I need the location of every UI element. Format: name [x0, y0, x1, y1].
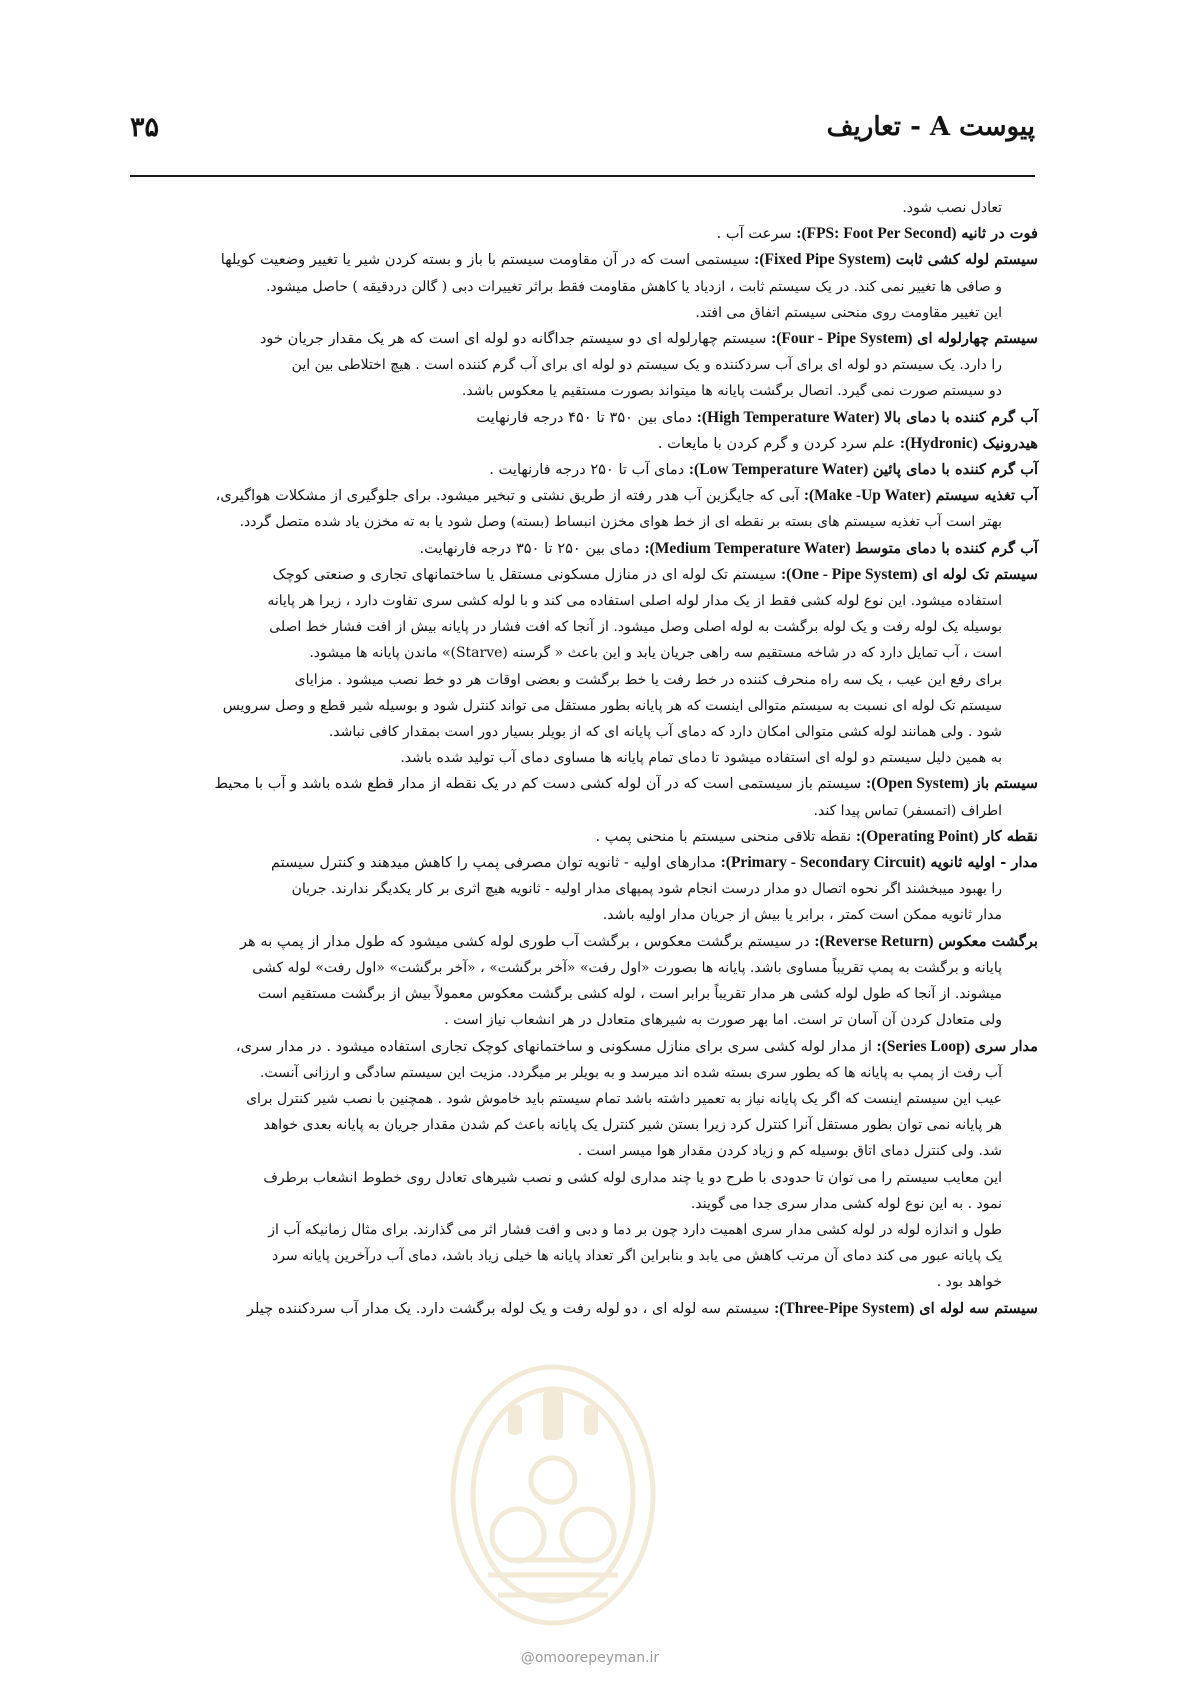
- entry-term: سیستم لوله کشی ثابت: [895, 251, 1038, 269]
- entry-continuation-line: دو سیستم صورت نمی گیرد. اتصال برگشت پایانه ها میتواند بصورت مستقیم یا معکوس باشد.: [461, 383, 1002, 400]
- entry-term: سیستم سه لوله ای: [919, 1299, 1038, 1317]
- entry-continuation-line: شد. ولی کنترل دمای اتاق بوسیله کم و زیاد کردن مقدار هوا میسر است .: [577, 1143, 1002, 1160]
- publisher-watermark-logo: [448, 1360, 658, 1630]
- entry-term: سیستم چهارلوله ای: [917, 330, 1038, 348]
- entry-continuation-line: استفاده میشود. این نوع لوله کشی فقط از یک مدار لوله اصلی استفاده می کند و با لوله کشی سری تفاوت دارد ، زیرا هر پایانه: [267, 593, 1002, 610]
- entry-continuation-line: عیب این سیستم اینست که اگر یک پایانه نیاز به تعمیر داشته باشد تمام سیستم باید خاموش شود . همچنین با نصب شیر کنترل برای: [246, 1090, 1002, 1107]
- entry-definition: سیستم سه لوله ای ، دو لوله رفت و یک لوله برگشت دارد. یک مدار آب سردکننده چیلر: [246, 1299, 775, 1317]
- entry-term-english: (Operating Point):: [855, 827, 979, 845]
- glossary-entries: [120, 221, 1038, 1322]
- glossary-entry: [120, 483, 1038, 509]
- entry-continuation-line: برای رفع این عیب ، یک سه راه منحرف کننده در خط رفت یا خط برگشت و بعضی اوقات هر دو خط نصب میشود . مزایای: [294, 671, 1002, 688]
- entry-continuation-line: سیستم تک لوله ای نسبت به سیستم متوالی اینست که هر پایانه بطور مستقل می تواند کنترل شود و بوسیله شیر قطع و وصل سرویس: [222, 697, 1002, 714]
- entry-term: فوت در ثانیه: [961, 225, 1038, 243]
- glossary-entry: [120, 431, 1038, 457]
- entry-term: آب گرم کننده با دمای بالا: [884, 408, 1038, 426]
- entry-definition: علم سرد کردن و گرم کردن با مایعات .: [657, 434, 900, 452]
- entry-definition: سیستم چهارلوله ای دو سیستم جداگانه دو لوله ای است که هر یک مقدار جریان خود: [259, 330, 772, 348]
- entry-continuation-line: این تغییر مقاومت روی منحنی سیستم اتفاق می افتد.: [695, 304, 1002, 321]
- entry-term-english: (Fixed Pipe System):: [754, 251, 892, 269]
- entry-term-english: (Three-Pipe System):: [774, 1299, 915, 1317]
- entry-term: آب گرم کننده با دمای پائین: [872, 461, 1038, 479]
- entry-continuation-line: و صافی ها تغییر نمی کند. در یک سیستم ثابت ، ازدیاد یا کاهش مقاومت فقط براثر تغییرات دبی ( گالن دردقیقه ) حاصل میشود.: [265, 278, 1002, 295]
- entry-term-english: (FPS: Foot Per Second):: [796, 225, 957, 243]
- entry-continuation-line: را دارد. یک سیستم دو لوله ای برای آب سردکننده و یک سیستم دو لوله ای برای آب گرم کننده است . هیچ اختلاطی بین این: [291, 357, 1002, 374]
- entry-continuation-line: بهتر است آب تغذیه سیستم های بسته بر نقطه ای از خط هوای مخزن انبساط (بسته) وصل شود یا به ته مخزن یاد شده متصل گردد.: [239, 514, 1002, 531]
- entry-definition: سیستمی است که در آن مقاومت سیستم با باز و بسته کردن شیر یا تغییر وضعیت کویلها: [220, 251, 755, 269]
- entry-term: مدار - اولیه ثانویه: [930, 854, 1038, 872]
- entry-continuation-line: آب رفت از پمپ به پایانه ها که بطور سری بسته شده اند میرسد و به بویلر بر میگردد. مزیت این سیستم سادگی و ارزانی آنست.: [259, 1064, 1002, 1081]
- entry-continuation-line: را بهبود میبخشند اگر نحوه اتصال دو مدار درست انجام شود پمپهای مدار اولیه - ثانویه هیچ اثری بر کار یکدیگر ندارند. جریان: [291, 881, 1002, 898]
- entry-continuation-line: به همین دلیل سیستم دو لوله ای استفاده میشود تا دمای تمام پایانه ها مساوی دمای آب تولید شده باشد.: [400, 750, 1002, 767]
- entry-term-english: (Hydronic):: [899, 434, 978, 452]
- entry-term: نقطه کار: [983, 827, 1038, 845]
- entry-term-english: (Series Loop):: [876, 1037, 970, 1055]
- entry-term-english: (Medium Temperature Water):: [644, 539, 851, 557]
- glossary-entry: [120, 562, 1038, 588]
- glossary-entry: [120, 405, 1038, 431]
- entry-continuation-line: طول و اندازه لوله در لوله کشی مدار سری اهمیت دارد چون بر دما و دبی و افت فشار اثر می گذارند. برای مثال زمانیکه آب از: [268, 1221, 1002, 1238]
- entry-term: سیستم تک لوله ای: [922, 565, 1038, 583]
- entry-continuation-line: ولی متعادل کردن آن آسان تر است. اما بهر صورت به شیرهای متعادل در هر انشعاب نیاز است .: [444, 1012, 1002, 1029]
- entry-definition: دمای آب تا ۲۵۰ درجه فارنهایت .: [489, 461, 689, 479]
- entry-continuation-line: اطراف (اتمسفر) تماس پیدا کند.: [813, 802, 1002, 819]
- entry-continuation-line: بوسیله یک لوله رفت و یک لوله برگشت به لوله اصلی وصل میشود. از آنجا که افت فشار در پایانه بیش از افت فشار خط اصلی: [269, 619, 1002, 636]
- entry-definition: نقطه تلاقی منحنی سیستم با منحنی پمپ .: [595, 827, 856, 845]
- entry-definition: سرعت آب .: [716, 225, 797, 243]
- glossary-entry: [120, 247, 1038, 273]
- entry-term-english: (Four - Pipe System):: [771, 330, 913, 348]
- page-header: [130, 112, 1035, 156]
- glossary-entry: [120, 771, 1038, 797]
- glossary-entry: [120, 1034, 1038, 1060]
- entry-definition: دمای بین ۳۵۰ تا ۴۵۰ درجه فارنهایت: [476, 408, 697, 426]
- header-divider: [130, 175, 1035, 177]
- glossary-entry: [120, 457, 1038, 483]
- entry-continuation-line: این معایب سیستم را می توان تا حدودی با طرح دو یا چند مداری لوله کشی و نصب شیرهای تعادل روی خطوط انشعاب برطرف: [263, 1169, 1002, 1186]
- entry-continuation-line: میشوند. از آنجا که طول لوله کشی هر مدار تقریباً برابر است ، لوله کشی برگشت معکوس معمولاً بیش از برگشت مستقیم است: [257, 986, 1002, 1003]
- entry-term: سیستم باز: [973, 775, 1038, 793]
- entry-definition: دمای بین ۲۵۰ تا ۳۵۰ درجه فارنهایت.: [419, 539, 645, 557]
- entry-continuation-line: شود . ولی همانند لوله کشی متوالی امکان دارد که دمای آب پایانه ای که از بویلر بسیار دور است بمقدار کافی نباشد.: [328, 724, 1002, 741]
- entry-term-english: (Make -Up Water):: [803, 487, 931, 505]
- entry-term-english: (Open System):: [866, 775, 969, 793]
- entry-continuation-line: مدار ثانویه ممکن است کمتر ، برابر یا بیش از جریان مدار اولیه باشد.: [602, 907, 1002, 924]
- entry-term: مدار سری: [974, 1037, 1038, 1055]
- entry-term-english: (Primary - Secondary Circuit):: [720, 854, 926, 872]
- entry-continuation-line: نمود . به این نوع لوله کشی مدار سری جدا می گویند.: [690, 1195, 1002, 1212]
- entry-term-english: (One - Pipe System):: [781, 565, 918, 583]
- intro-line: تعادل نصب شود.: [902, 200, 1002, 216]
- glossary-entry: [120, 536, 1038, 562]
- entry-term: هیدرونیک: [982, 434, 1038, 452]
- entry-continuation-line: پایانه و برگشت به پمپ تقریباً مساوی باشد. پایانه ها بصورت «اول رفت» «آخر برگشت» ، «آخر برگشت» «اول رفت» لوله کشی: [252, 959, 1002, 976]
- glossary-entry: [120, 1296, 1038, 1322]
- entry-continuation-line: خواهد بود .: [936, 1274, 1002, 1291]
- glossary-body: [120, 195, 1038, 1322]
- entry-term-english: (Reverse Return):: [814, 932, 934, 950]
- page-title: پیوست A - تعاریف: [826, 112, 1035, 142]
- entry-definition: از مدار لوله کشی سری برای منازل مسکونی و ساختمانهای کوچک تجاری استفاده میشود . در مدار سری،: [235, 1037, 877, 1055]
- entry-term: آب گرم کننده با دمای متوسط: [855, 539, 1038, 557]
- entry-definition: سیستم تک لوله ای در منازل مسکونی مستقل یا ساختمانهای تجاری و صنعتی کوچک: [272, 565, 781, 583]
- glossary-entry: [120, 824, 1038, 850]
- entry-definition: در سیستم برگشت معکوس ، برگشت آب طوری لوله کشی میشود که طول مدار از پمپ به هر: [239, 932, 815, 950]
- watermark-url: @omoorepeyman.ir: [520, 1650, 660, 1666]
- glossary-entry: [120, 326, 1038, 352]
- entry-definition: مدارهای اولیه - ثانویه توان مصرفی پمپ را کاهش میدهند و کنترل سیستم: [270, 854, 721, 872]
- entry-definition: آبی که جایگزین آب هدر رفته از طریق نشتی و تبخیر میشود. برای جلوگیری از مشکلات هواگیری،: [215, 487, 804, 505]
- glossary-entry: [120, 850, 1038, 876]
- entry-continuation-line: است ، آب تمایل دارد که در شاخه مستقیم سه راهی جریان یابد و این باعث « گرسنه (Starve)» ماندن پایانه ها میشود.: [309, 645, 1002, 662]
- entry-continuation-line: هر پایانه نمی توان بطور مستقل آنرا کنترل کرد زیرا بستن شیر کنترل یک پایانه باعث کم شدن مقدار جریان به پایانه بعدی خواهد: [263, 1117, 1002, 1134]
- glossary-entry: [120, 221, 1038, 247]
- page-number: ۳۵: [130, 112, 160, 143]
- entry-definition: سیستم باز سیستمی است که در آن لوله کشی دست کم در یک نقطه از مدار قطع شده باشد و آب با محیط: [214, 775, 867, 793]
- entry-term: برگشت معکوس: [938, 932, 1038, 950]
- entry-term-english: (Low Temperature Water):: [688, 461, 869, 479]
- entry-continuation-line: یک پایانه عبور می کند دمای آن مرتب کاهش می یابد و بنابراین اگر تعداد پایانه ها خیلی زیاد باشد، دمای آب درآخرین پایانه سرد: [271, 1248, 1002, 1265]
- entry-term-english: (High Temperature Water):: [696, 408, 880, 426]
- entry-term: آب تغذیه سیستم: [935, 487, 1038, 505]
- glossary-entry: [120, 929, 1038, 955]
